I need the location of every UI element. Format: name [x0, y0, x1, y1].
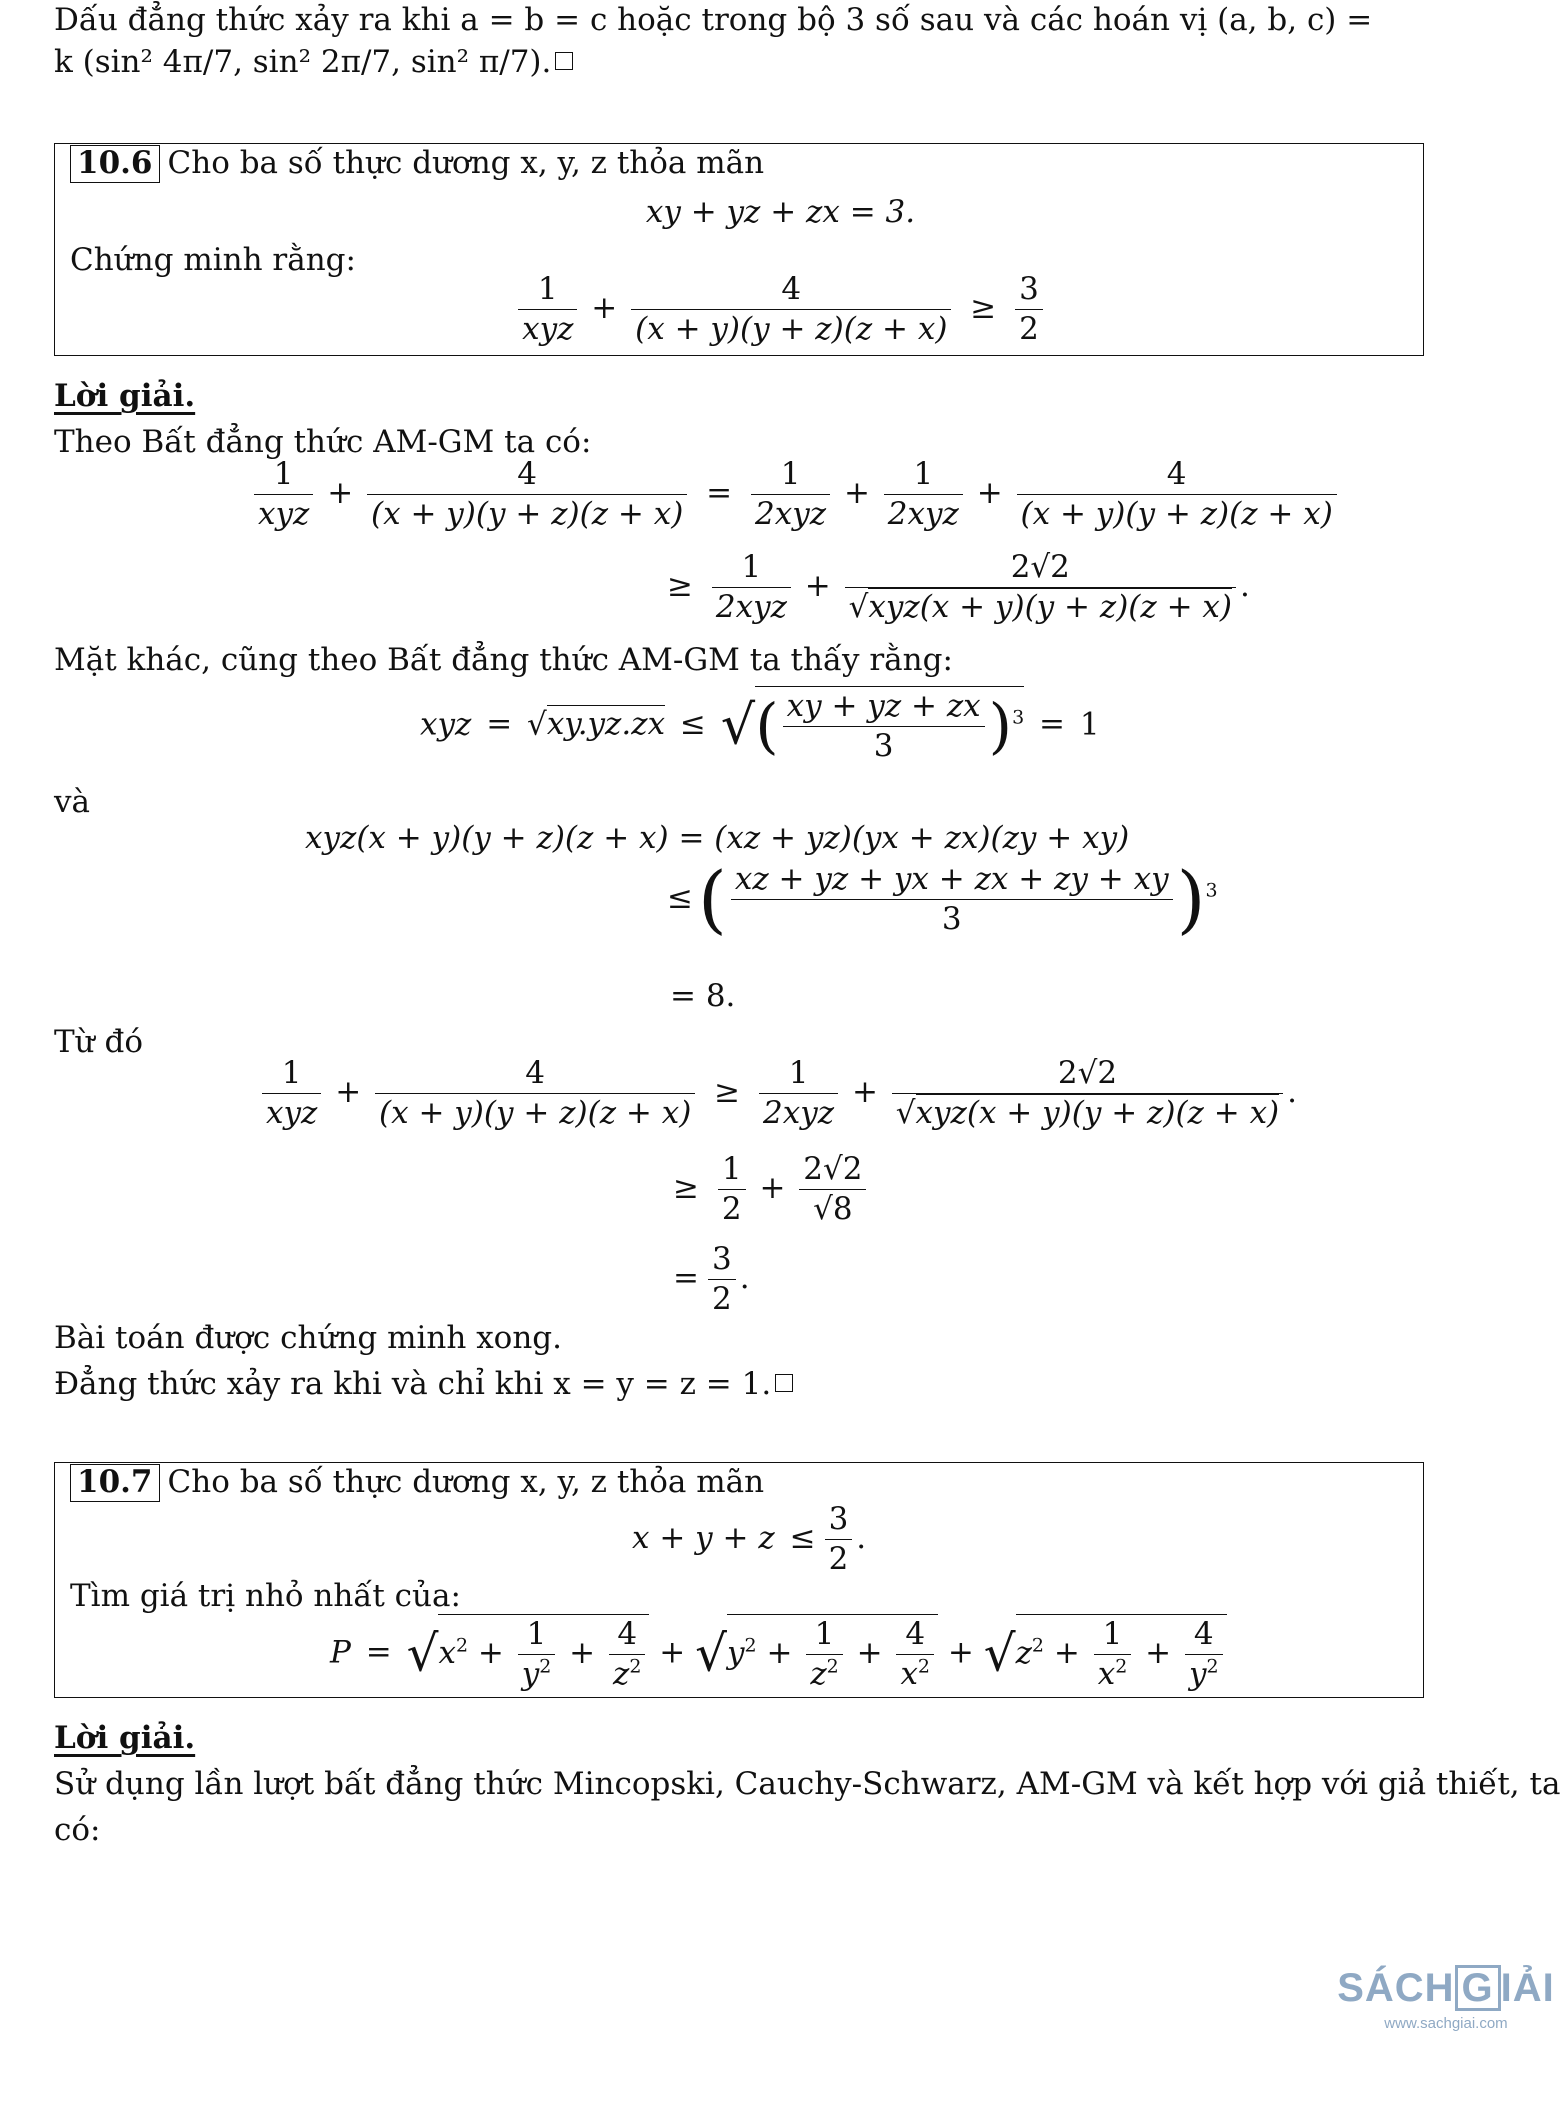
product-step-1: xyz(x + y)(y + z)(z + x) = (xz + yz)(yx + zx)(zy + xy) [305, 820, 1130, 856]
solution-equality: Đẳng thức xảy ra khi và chỉ khi x = y = z = 1. [54, 1364, 793, 1404]
logo-url: www.sachgiai.com [1384, 2015, 1508, 2032]
final-step-2: ≥ $\frac{1}{2}$ + $\frac{2√2}{√8}$ [668, 1150, 870, 1229]
problem-10-7-statement: 10.7 Cho ba số thực dương x, y, z thỏa mãn [70, 1462, 764, 1502]
xyz-bound: xyz = √xy.yz.zx ≤ √( $\frac{xy + yz + zx}{3}$ )$^3$ = 1 [420, 688, 1100, 764]
solution-heading-2: Lời giải. [54, 1720, 196, 1756]
prev-equality-line-1: Dấu đẳng thức xảy ra khi a = b = c hoặc trong bộ 3 số sau và các hoán vị (a, b, c) = [54, 2, 1373, 38]
problem-number: 10.7 [70, 1464, 160, 1502]
problem-10-6-statement: 10.6 Cho ba số thực dương x, y, z thỏa mãn [70, 143, 764, 183]
qed-square-icon [775, 1374, 793, 1392]
product-step-3: = 8. [670, 978, 736, 1014]
problem-10-7-find-label: Tìm giá trị nhỏ nhất của: [70, 1578, 461, 1614]
solution-and: và [54, 784, 90, 820]
qed-square-icon [555, 52, 573, 70]
prev-equality-line-2: k (sin² 4π/7, sin² 2π/7, sin² π/7). [54, 42, 573, 82]
final-step-3: = $\frac{3}{2}$ . [673, 1241, 750, 1317]
solution-heading: Lời giải. [54, 378, 196, 414]
solution-done: Bài toán được chứng minh xong. [54, 1320, 563, 1356]
problem-10-7-expression: $P = √x^2$ + $\frac{1}{y^2}$ + $\frac{4}{z^2}$ + $√y^2$ + $\frac{1}{z^2}$ + $\frac{4}{x^2}$ + $√z^2$ + $\frac{1}{x^2}$ + $\frac{4}{y^2}$ [330, 1614, 1227, 1694]
problem-10-7-condition: x + y + z ≤ $\frac{3}{2}$ . [632, 1501, 867, 1577]
solution-2-intro-line-1: Sử dụng lần lượt bất đẳng thức Mincopski, Cauchy-Schwarz, AM-GM và kết hợp với giả thiết, ta [54, 1766, 1561, 1802]
problem-number: 10.6 [70, 145, 160, 183]
amgm-step-1: $\frac{1}{\text{xyz}}$ + $\frac{4}{(x + y)(y + z)(z + x)}$ = $\frac{1}{\text{2xyz}}$ + $\frac{1}{\text{2xyz}}$ + $\frac{4}{(x + y)(y + z)(z + x)}$ [250, 455, 1341, 534]
solution-2-intro-line-2: có: [54, 1812, 101, 1848]
solution-hence: Từ đó [54, 1024, 144, 1060]
amgm-step-2: ≥ $\frac{1}{\text{2xyz}}$ + $\frac{2√2}{\text{√xyz(x + y)(y + z)(z + x)}}$ . [667, 549, 1250, 625]
sachgiai-watermark-logo [1331, 1962, 1561, 2034]
solution-otherwise: Mặt khác, cũng theo Bất đẳng thức AM-GM ta thấy rằng: [54, 642, 953, 678]
problem-10-6-target-inequality: $\frac{1}{\text{xyz}}$ + $\frac{4}{(x + y)(y + z)(z + x)}$ ≥ $\frac{3}{2}$ [0, 270, 1561, 349]
product-step-2: ≤( $\frac{xz + yz + yx + zx + zy + xy}{3}$ )$^3$ [667, 856, 1218, 943]
problem-10-6-prove-label: Chứng minh rằng: [70, 242, 356, 278]
solution-intro: Theo Bất đẳng thức AM-GM ta có: [54, 424, 592, 460]
final-step-1: $\frac{1}{\text{xyz}}$ + $\frac{4}{(x + y)(y + z)(z + x)}$ ≥ $\frac{1}{\text{2xyz}}$ + $\frac{2√2}{\text{√xyz(x + y)(y + z)(z + x)}}$ . [258, 1054, 1297, 1133]
problem-10-6-condition: xy + yz + zx = 3. [645, 194, 916, 230]
logo-wordmark: SÁCH G IẢI [1337, 1966, 1555, 2010]
